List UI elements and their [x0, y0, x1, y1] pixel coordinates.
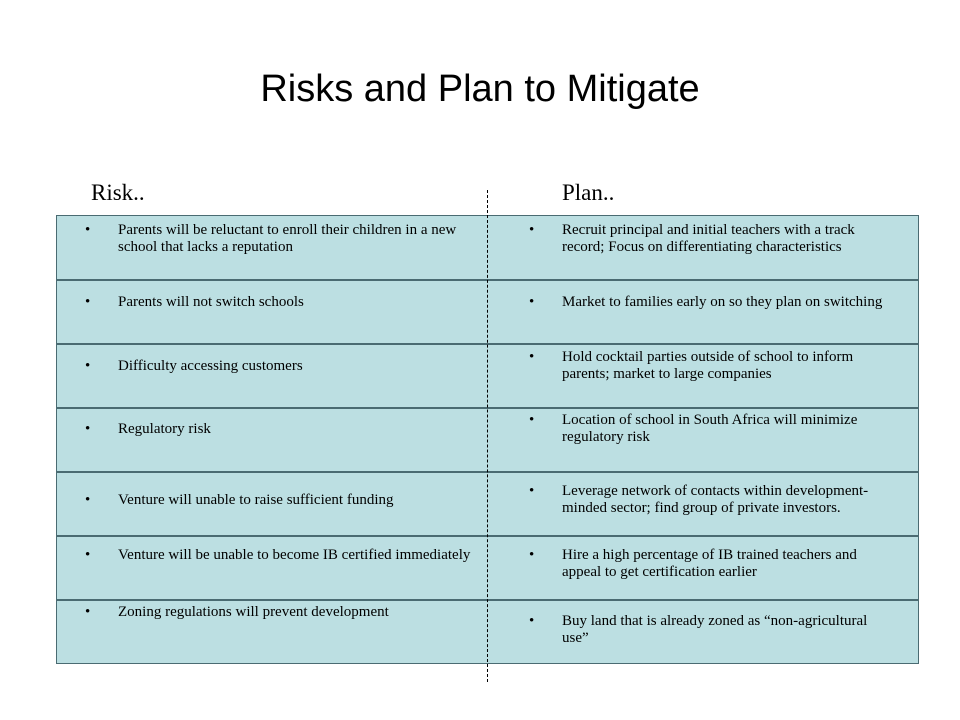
bullet-icon: •: [529, 547, 535, 563]
bullet-icon: •: [529, 483, 535, 499]
plan-text: Hire a high percentage of IB trained teachers and appeal to get certification earlier: [562, 547, 857, 580]
plan-cell: [529, 216, 889, 285]
risk-cell: [85, 216, 475, 285]
plan-cell: [529, 409, 889, 474]
risk-text: Regulatory risk: [118, 421, 211, 437]
risk-text: Difficulty accessing customers: [118, 358, 303, 374]
slide-title: Risks and Plan to Mitigate: [260, 68, 700, 110]
risk-text: Parents will not switch schools: [118, 294, 304, 310]
plan-text: Market to families early on so they plan on switching: [562, 294, 883, 310]
plan-text: Hold cocktail parties outside of school to inform parents; market to large companies: [562, 349, 854, 382]
plan-column-header: Plan..: [562, 180, 615, 205]
bullet-icon: •: [529, 613, 535, 629]
bullet-icon: •: [529, 412, 535, 428]
bullet-icon: •: [85, 222, 91, 238]
column-divider: [487, 190, 488, 682]
bullet-icon: •: [85, 358, 91, 374]
plan-cell: [529, 345, 889, 411]
bullet-icon: •: [85, 547, 91, 563]
bullet-icon: •: [85, 492, 91, 508]
bullet-icon: •: [529, 349, 535, 365]
plan-text: Recruit principal and initial teachers with a track record; Focus on differentiating characteristics: [562, 222, 855, 255]
bullet-icon: •: [85, 604, 91, 620]
risk-text: Parents will be reluctant to enroll their children in a new school that lacks a reputation: [118, 222, 457, 255]
bullet-icon: •: [85, 421, 91, 437]
plan-cell: [529, 473, 889, 545]
risk-text: Zoning regulations will prevent development: [118, 604, 389, 620]
risk-text: Venture will be unable to become IB certified immediately: [118, 547, 471, 563]
risk-cell: [85, 601, 475, 666]
bullet-icon: •: [529, 222, 535, 238]
bullet-icon: •: [529, 294, 535, 310]
risk-text: Venture will unable to raise sufficient funding: [118, 492, 394, 508]
risk-cell: [85, 537, 475, 609]
bullet-icon: •: [85, 294, 91, 310]
plan-cell: [529, 601, 889, 675]
plan-text: Leverage network of contacts within development-minded sector; find group of private investors.: [562, 483, 869, 516]
plan-cell: [529, 537, 889, 609]
risk-column-header: Risk..: [91, 180, 145, 205]
plan-text: Buy land that is already zoned as “non-agricultural use”: [562, 613, 868, 646]
plan-text: Location of school in South Africa will minimize regulatory risk: [562, 412, 858, 445]
